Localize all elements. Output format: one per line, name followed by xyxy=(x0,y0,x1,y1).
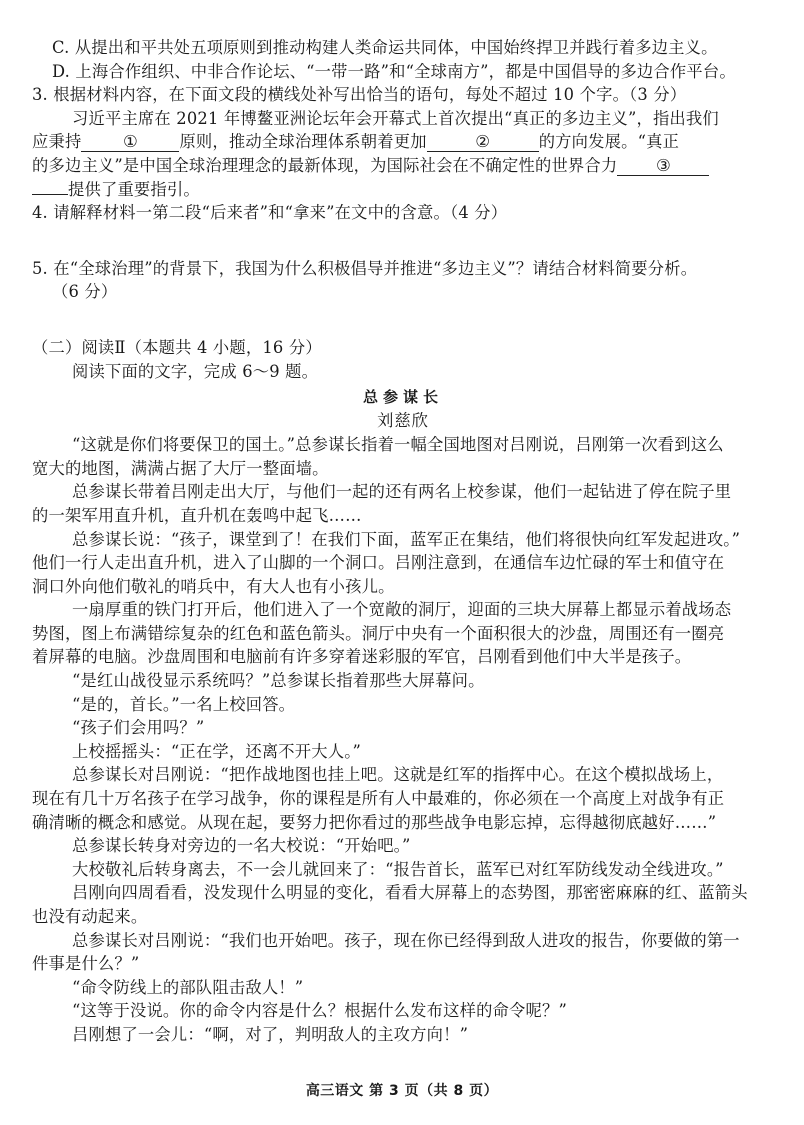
story-line: 上校摇摇头：“正在学，还离不开大人。” xyxy=(72,741,362,761)
option-d: D. 上海合作组织、中非合作论坛、“一带一路”和“全球南方”，都是中国倡导的多边合作平台。 xyxy=(52,61,736,81)
question-3-passage-line-1: 习近平主席在 2021 年博鳌亚洲论坛年会开幕式上首次提出“真正的多边主义”，指出我们 xyxy=(72,108,719,128)
answer-space-4 xyxy=(32,225,774,257)
passage-text: 的方向发展。“真正 xyxy=(538,132,680,152)
question-5-score: （6 分） xyxy=(52,282,118,302)
story-line: 件事是什么？” xyxy=(32,954,140,974)
passage-text: 的多边主义”是中国全球治理理念的最新体现，为国际社会在不确定性的世界合力 xyxy=(32,155,618,175)
story-line: 总参谋长对吕刚说：“我们也开始吧。孩子，现在你已经得到敌人进攻的报告，你要做的第一 xyxy=(72,930,740,950)
passage-text: 提供了重要指引。 xyxy=(68,179,200,199)
story-line: 着屏幕的电脑。沙盘周围和电脑前有许多穿着迷彩服的军官，吕刚看到他们中大半是孩子。 xyxy=(32,647,692,667)
question-3-passage-line-4 xyxy=(32,178,774,202)
story-title: 总参谋长 xyxy=(362,388,443,407)
question-3-prompt: 3. 根据材料内容，在下面文段的横线处补写出恰当的语句，每处不超过 10 个字。（3 分） xyxy=(32,85,687,105)
question-3-passage-line-3 xyxy=(32,154,774,178)
story-line: 总参谋长对吕刚说：“把作战地图也挂上吧。这就是红军的指挥中心。在这个模拟战场上， xyxy=(72,765,724,785)
question-4-prompt: 4. 请解释材料一第二段“后来者”和“拿来”在文中的含意。（4 分） xyxy=(32,203,508,223)
answer-space-5 xyxy=(32,304,774,336)
passage-text: 原则，推动全球治理体系朝着更加 xyxy=(179,132,427,152)
question-5-prompt: 5. 在“全球治理”的背景下，我国为什么积极倡导并推进“多边主义”？请结合材料简要分析。 xyxy=(32,258,698,278)
answer-blank-3-continued[interactable] xyxy=(32,194,68,195)
story-line: 宽大的地图，满满占据了大厅一整面墙。 xyxy=(32,458,329,478)
story-line: “孩子们会用吗？” xyxy=(72,718,205,738)
story-line: 总参谋长说：“孩子，课堂到了！在我们下面，蓝军正在集结，他们将很快向红军发起进攻。” xyxy=(72,529,741,549)
section-2-instruction: 阅读下面的文字，完成 6～9 题。 xyxy=(72,361,319,381)
story-line: “这就是你们将要保卫的国土。”总参谋长指着一幅全国地图对吕刚说，吕刚第一次看到这么 xyxy=(72,435,724,455)
question-3-passage-line-2 xyxy=(32,130,774,154)
story-line: 也没有动起来。 xyxy=(32,907,148,926)
answer-blank-1[interactable]: ① xyxy=(81,133,179,152)
answer-blank-2[interactable]: ② xyxy=(427,133,539,152)
option-c: C. 从提出和平共处五项原则到推动构建人类命运共同体，中国始终捍卫并践行着多边主义。 xyxy=(52,38,718,57)
story-line: 吕刚向四周看看，没发现什么明显的变化，看看大屏幕上的态势图，那密密麻麻的红、蓝箭头 xyxy=(72,883,748,903)
story-line: 的一架军用直升机，直升机在轰鸣中起飞…… xyxy=(32,505,362,525)
story-line: “是的，首长。”一名上校回答。 xyxy=(72,694,296,714)
story-line: 洞口外向他们敬礼的哨兵中，有大人也有小孩儿。 xyxy=(32,576,395,596)
story-line: “命令防线上的部队阻击敌人！” xyxy=(72,977,304,997)
story-line: 大校敬礼后转身离去，不一会儿就回来了：“报告首长，蓝军已对红军防线发动全线进攻。” xyxy=(72,859,724,879)
section-2-heading: （二）阅读Ⅱ（本题共 4 小题，16 分） xyxy=(32,337,322,357)
passage-text: 应秉持 xyxy=(32,132,82,152)
story-line: 现在有几十万名孩子在学习战争，你的课程是所有人中最难的，你必须在一个高度上对战争有正 xyxy=(32,789,725,809)
story-line: “这等于没说。你的命令内容是什么？根据什么发布这样的命令呢？” xyxy=(72,1001,568,1021)
story-line: 总参谋长转身对旁边的一名大校说：“开始吧。” xyxy=(72,836,411,856)
story-line: 他们一行人走出直升机，进入了山脚的一个洞口。吕刚注意到，在通信车边忙碌的军士和值守在 xyxy=(32,553,725,573)
story-line: “是红山战役显示系统吗？”总参谋长指着那些大屏幕问。 xyxy=(72,671,485,691)
story-line: 总参谋长带着吕刚走出大厅，与他们一起的还有两名上校参谋，他们一起钻进了停在院子里 xyxy=(72,482,732,502)
story-line: 势图，图上布满错综复杂的红色和蓝色箭头。洞厅中央有一个面积很大的沙盘，周围还有一圈亮 xyxy=(32,623,725,643)
answer-blank-3[interactable]: ③ xyxy=(617,157,709,176)
story-line: 确清晰的概念和感觉。从现在起，要努力把你看过的那些战争电影忘掉，忘得越彻底越好……” xyxy=(32,812,717,832)
page-footer: 高三语文 第 3 页（共 8 页） xyxy=(305,1083,499,1099)
story-line: 吕刚想了一会儿：“啊，对了，判明敌人的主攻方向！” xyxy=(72,1024,469,1044)
story-line: 一扇厚重的铁门打开后，他们进入了一个宽敞的洞厅，迎面的三块大屏幕上都显示着战场态 xyxy=(72,600,732,620)
story-author: 刘慈欣 xyxy=(377,411,429,431)
